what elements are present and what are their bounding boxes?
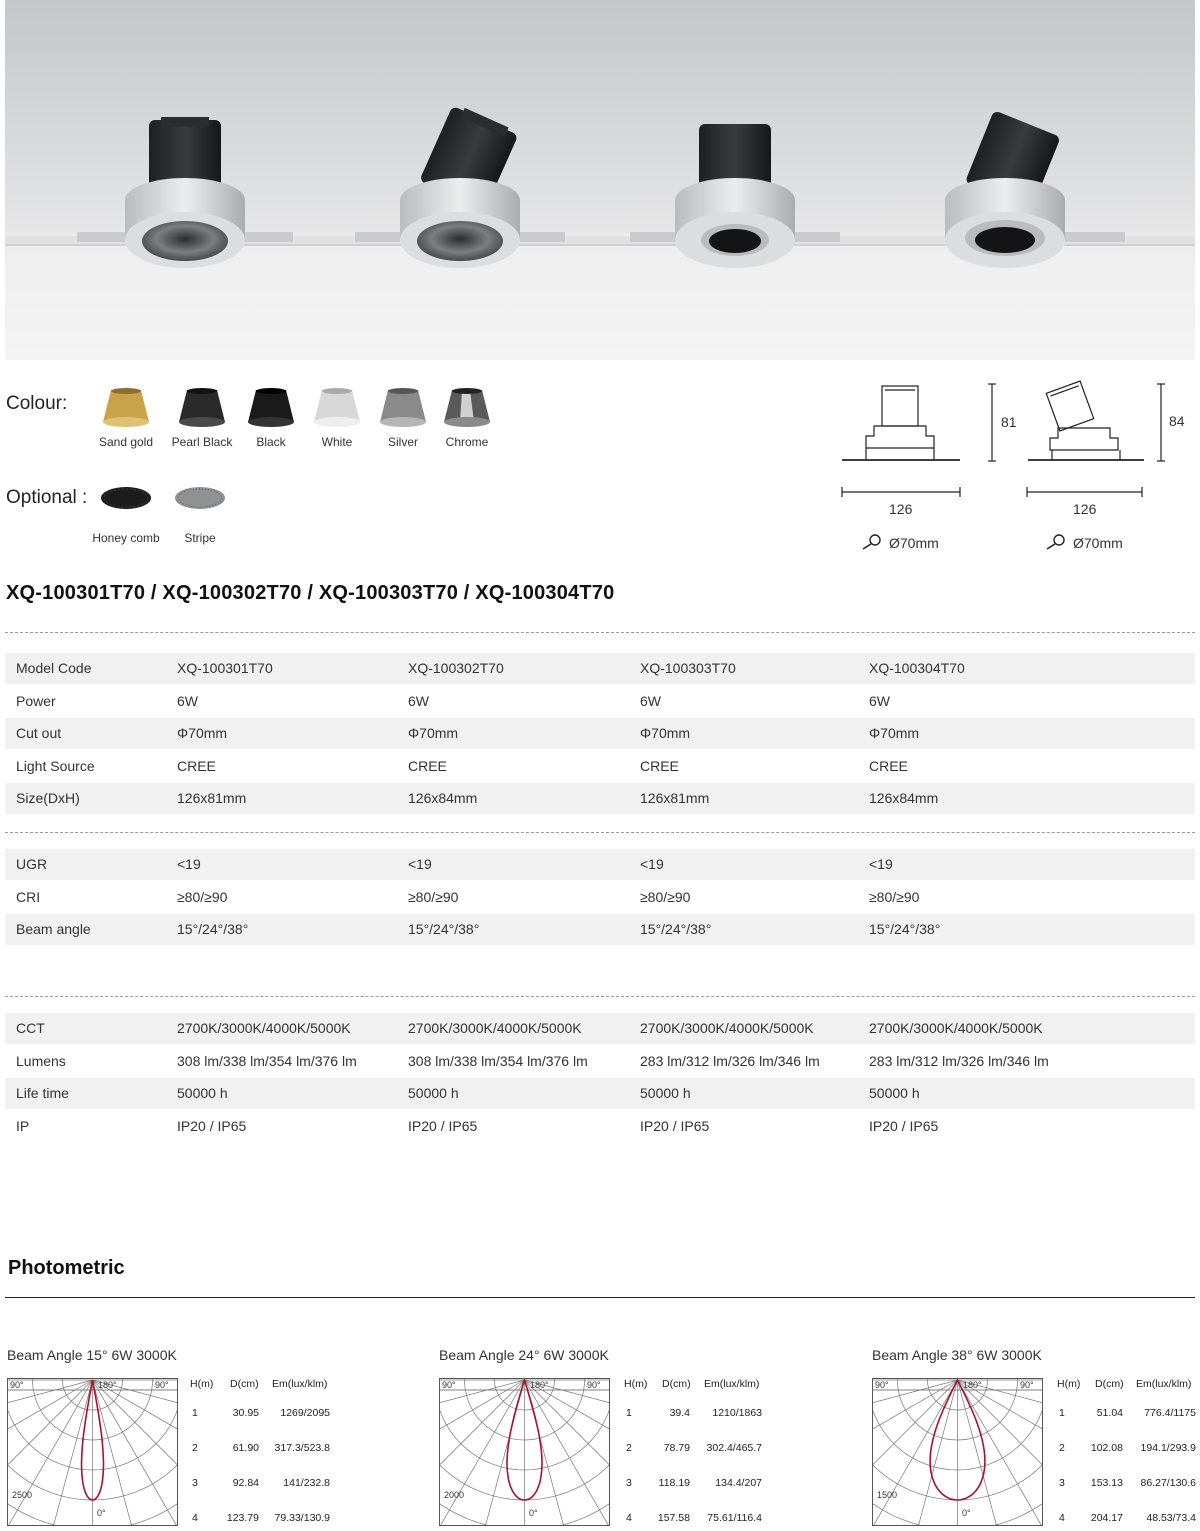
scale-label: 2000 [444,1490,465,1500]
angle-label-right: 90° [587,1380,601,1390]
scale-label: 2500 [12,1490,33,1500]
polar-diagram-1 [7,1378,178,1526]
right-cutout-value: Ø70mm [1073,535,1123,551]
product-render-image [5,0,1195,360]
colour-label: Sand gold [98,435,154,449]
cell-d: 153.13 [1090,1477,1123,1489]
colour-label: White [321,435,353,449]
beam-panel-title: Beam Angle 24° 6W 3000K [439,1347,609,1363]
angle-label-left: 90° [10,1380,24,1390]
spec-value: ≥80/≥90 [869,889,920,905]
cell-d: 157.58 [657,1512,690,1524]
spec-value: 126x84mm [408,790,478,806]
spec-value: ≥80/≥90 [177,889,228,905]
cell-h: 4 [626,1512,632,1524]
spec-label: Power [16,693,56,709]
spec-label: Model Code [16,660,92,676]
spec-value: 50000 h [869,1085,920,1101]
colour-title: Colour: [6,393,68,414]
cell-h: 2 [626,1442,632,1454]
spec-value: Φ70mm [869,725,920,741]
cell-h: 3 [192,1477,198,1489]
spec-label: Life time [16,1085,69,1101]
spec-row-model-code [5,653,1195,684]
angle-label-top: 180° [530,1380,549,1390]
spec-value: Φ70mm [177,725,228,741]
spec-label: Cut out [16,725,62,741]
angle-label-left: 90° [442,1380,456,1390]
spec-value: 15°/24°/38° [408,921,480,937]
spec-value: 15°/24°/38° [640,921,712,937]
spec-value: IP20 / IP65 [869,1118,939,1134]
cell-h: 1 [1059,1407,1065,1419]
spec-value: Φ70mm [640,725,691,741]
cell-d: 123.79 [226,1512,259,1524]
cell-em: 776.4/1175 [1144,1407,1196,1419]
spec-label: Beam angle [16,921,91,937]
spec-value: <19 [177,856,201,872]
spec-value: 126x84mm [869,790,939,806]
cell-em: 75.61/116.4 [707,1512,762,1524]
spec-label: UGR [16,856,48,872]
cell-em: 1269/2095 [280,1407,330,1419]
spec-value: 50000 h [408,1085,459,1101]
angle-label-right: 90° [1020,1380,1034,1390]
spec-label: CCT [16,1020,45,1036]
cell-em: 302.4/465.7 [706,1442,762,1454]
spec-value: 50000 h [177,1085,228,1101]
angle-label-right: 90° [155,1380,169,1390]
spec-value: CREE [640,758,679,774]
lamp-3 [630,124,840,268]
header-d: D(cm) [662,1378,691,1390]
angle-label-bottom: 0° [529,1508,538,1518]
header-h: H(m) [1057,1378,1081,1390]
cell-d: 78.79 [663,1442,690,1454]
spec-label: Lumens [16,1053,66,1069]
angle-label-bottom: 0° [97,1508,106,1518]
polar-diagram-3 [872,1378,1043,1526]
spec-value: IP20 / IP65 [640,1118,710,1134]
photometric-title: Photometric [8,1257,125,1279]
header-h: H(m) [190,1378,214,1390]
beam-panel-title: Beam Angle 15° 6W 3000K [7,1347,177,1363]
polar-diagram-2 [439,1378,610,1526]
cell-h: 3 [1059,1477,1065,1489]
spec-row-beam-angle [5,914,1195,945]
photometric-table-3 [1057,1378,1197,1528]
spec-value: 6W [640,693,661,709]
spec-value: XQ-100301T70 [177,660,273,676]
spec-value: 126x81mm [177,790,247,806]
photometric-table-1 [190,1378,350,1528]
divider [5,1297,1195,1298]
header-em: Em(lux/klm) [1136,1378,1192,1390]
spec-row-cri [5,882,1195,913]
spec-value: <19 [640,856,664,872]
spec-value: 15°/24°/38° [177,921,249,937]
cell-h: 1 [626,1407,632,1419]
cell-d: 102.08 [1090,1442,1123,1454]
optional-title: Optional : [6,487,88,508]
spec-row-size [5,783,1195,814]
spec-row-light-source [5,751,1195,782]
scale-label: 1500 [877,1490,898,1500]
spec-value: XQ-100304T70 [869,660,965,676]
spec-value: XQ-100303T70 [640,660,736,676]
cell-em: 79.33/130.9 [274,1512,330,1524]
stripe-icon [155,484,245,514]
series-title: XQ-100301T70 / XQ-100302T70 / XQ-100303T70 / XQ-100304T70 [6,582,615,604]
right-width-value: 126 [1073,501,1097,517]
spec-value: 15°/24°/38° [869,921,941,937]
spec-value: 2700K/3000K/4000K/5000K [869,1020,1043,1036]
cell-d: 61.90 [232,1442,259,1454]
spec-value: 6W [408,693,429,709]
spec-value: IP20 / IP65 [177,1118,247,1134]
header-d: D(cm) [230,1378,259,1390]
cell-em: 1210/1863 [712,1407,762,1419]
colour-swatch-chrome[interactable] [422,386,512,449]
divider [5,996,1195,997]
dimension-drawing [830,376,1200,506]
spec-value: IP20 / IP65 [408,1118,478,1134]
spec-value: 2700K/3000K/4000K/5000K [640,1020,814,1036]
spec-value: <19 [408,856,432,872]
colour-label: Silver [387,435,418,449]
photometric-table-2 [624,1378,784,1528]
spec-value: 283 lm/312 lm/326 lm/346 lm [869,1053,1049,1069]
spec-value: CREE [408,758,447,774]
spec-row-life-time [5,1078,1195,1109]
angle-label-left: 90° [875,1380,889,1390]
angle-label-top: 180° [963,1380,982,1390]
spec-value: 308 lm/338 lm/354 lm/376 lm [408,1053,588,1069]
spec-row-cct [5,1013,1195,1044]
colour-label: Chrome [445,435,489,449]
polar-grid [7,1378,178,1526]
spec-value: 6W [177,693,198,709]
cell-em: 317.3/523.8 [274,1442,330,1454]
spec-value: Φ70mm [408,725,459,741]
header-h: H(m) [624,1378,648,1390]
spec-value: 308 lm/338 lm/354 lm/376 lm [177,1053,357,1069]
cell-d: 204.17 [1090,1512,1123,1524]
spec-row-power [5,686,1195,717]
colour-label: Pearl Black [171,435,233,449]
cell-d: 118.19 [658,1477,690,1489]
header-d: D(cm) [1095,1378,1124,1390]
chrome-reflector-icon [422,386,512,430]
polar-grid [439,1378,610,1526]
beam-panel-title: Beam Angle 38° 6W 3000K [872,1347,1042,1363]
spec-value: ≥80/≥90 [640,889,691,905]
cutout-icon [861,533,883,551]
spec-value: 2700K/3000K/4000K/5000K [177,1020,351,1036]
cell-h: 2 [192,1442,198,1454]
cell-em: 141/232.8 [283,1477,330,1489]
cell-d: 39.4 [669,1407,690,1419]
spec-value: 50000 h [640,1085,691,1101]
spec-row-ugr [5,849,1195,880]
spec-value: 126x81mm [640,790,710,806]
cutout-icon [1045,533,1067,551]
spec-value: 283 lm/312 lm/326 lm/346 lm [640,1053,820,1069]
spec-value: <19 [869,856,893,872]
cell-em: 86.27/130.6 [1140,1477,1196,1489]
divider [5,832,1195,833]
cell-h: 4 [192,1512,198,1524]
optional-label: Stripe [184,531,216,545]
right-height-value: 84 [1169,413,1185,429]
left-cutout-value: Ø70mm [889,535,939,551]
spec-label: Size(DxH) [16,790,80,806]
cell-d: 51.04 [1096,1407,1123,1419]
spec-value: CREE [177,758,216,774]
spec-value: 2700K/3000K/4000K/5000K [408,1020,582,1036]
spec-row-ip [5,1111,1195,1142]
spec-row-cut-out [5,718,1195,749]
left-height-value: 81 [1001,414,1017,430]
cell-em: 194.1/293.9 [1140,1442,1196,1454]
optional-label: Honey comb [92,531,160,545]
cell-em: 134.4/207 [715,1477,762,1489]
optional-stripe[interactable] [155,484,245,545]
spec-value: XQ-100302T70 [408,660,504,676]
header-em: Em(lux/klm) [272,1378,328,1390]
angle-label-bottom: 0° [962,1508,971,1518]
product-render [5,0,1195,360]
divider [5,632,1195,633]
spec-label: CRI [16,889,41,905]
left-width-value: 126 [889,501,913,517]
spec-row-lumens [5,1046,1195,1077]
header-em: Em(lux/klm) [704,1378,760,1390]
cell-d: 30.95 [232,1407,259,1419]
cell-d: 92.84 [232,1477,259,1489]
spec-value: CREE [869,758,908,774]
spec-value: 6W [869,693,890,709]
cell-em: 48.53/73.4 [1146,1512,1196,1524]
spec-label: Light Source [16,758,95,774]
spec-label: IP [16,1118,30,1134]
cell-h: 2 [1059,1442,1065,1454]
angle-label-top: 180° [98,1380,117,1390]
cell-h: 3 [626,1477,632,1489]
cell-h: 1 [192,1407,198,1419]
spec-value: ≥80/≥90 [408,889,459,905]
cell-h: 4 [1059,1512,1065,1524]
polar-grid [872,1378,1043,1526]
colour-label: Black [256,435,286,449]
